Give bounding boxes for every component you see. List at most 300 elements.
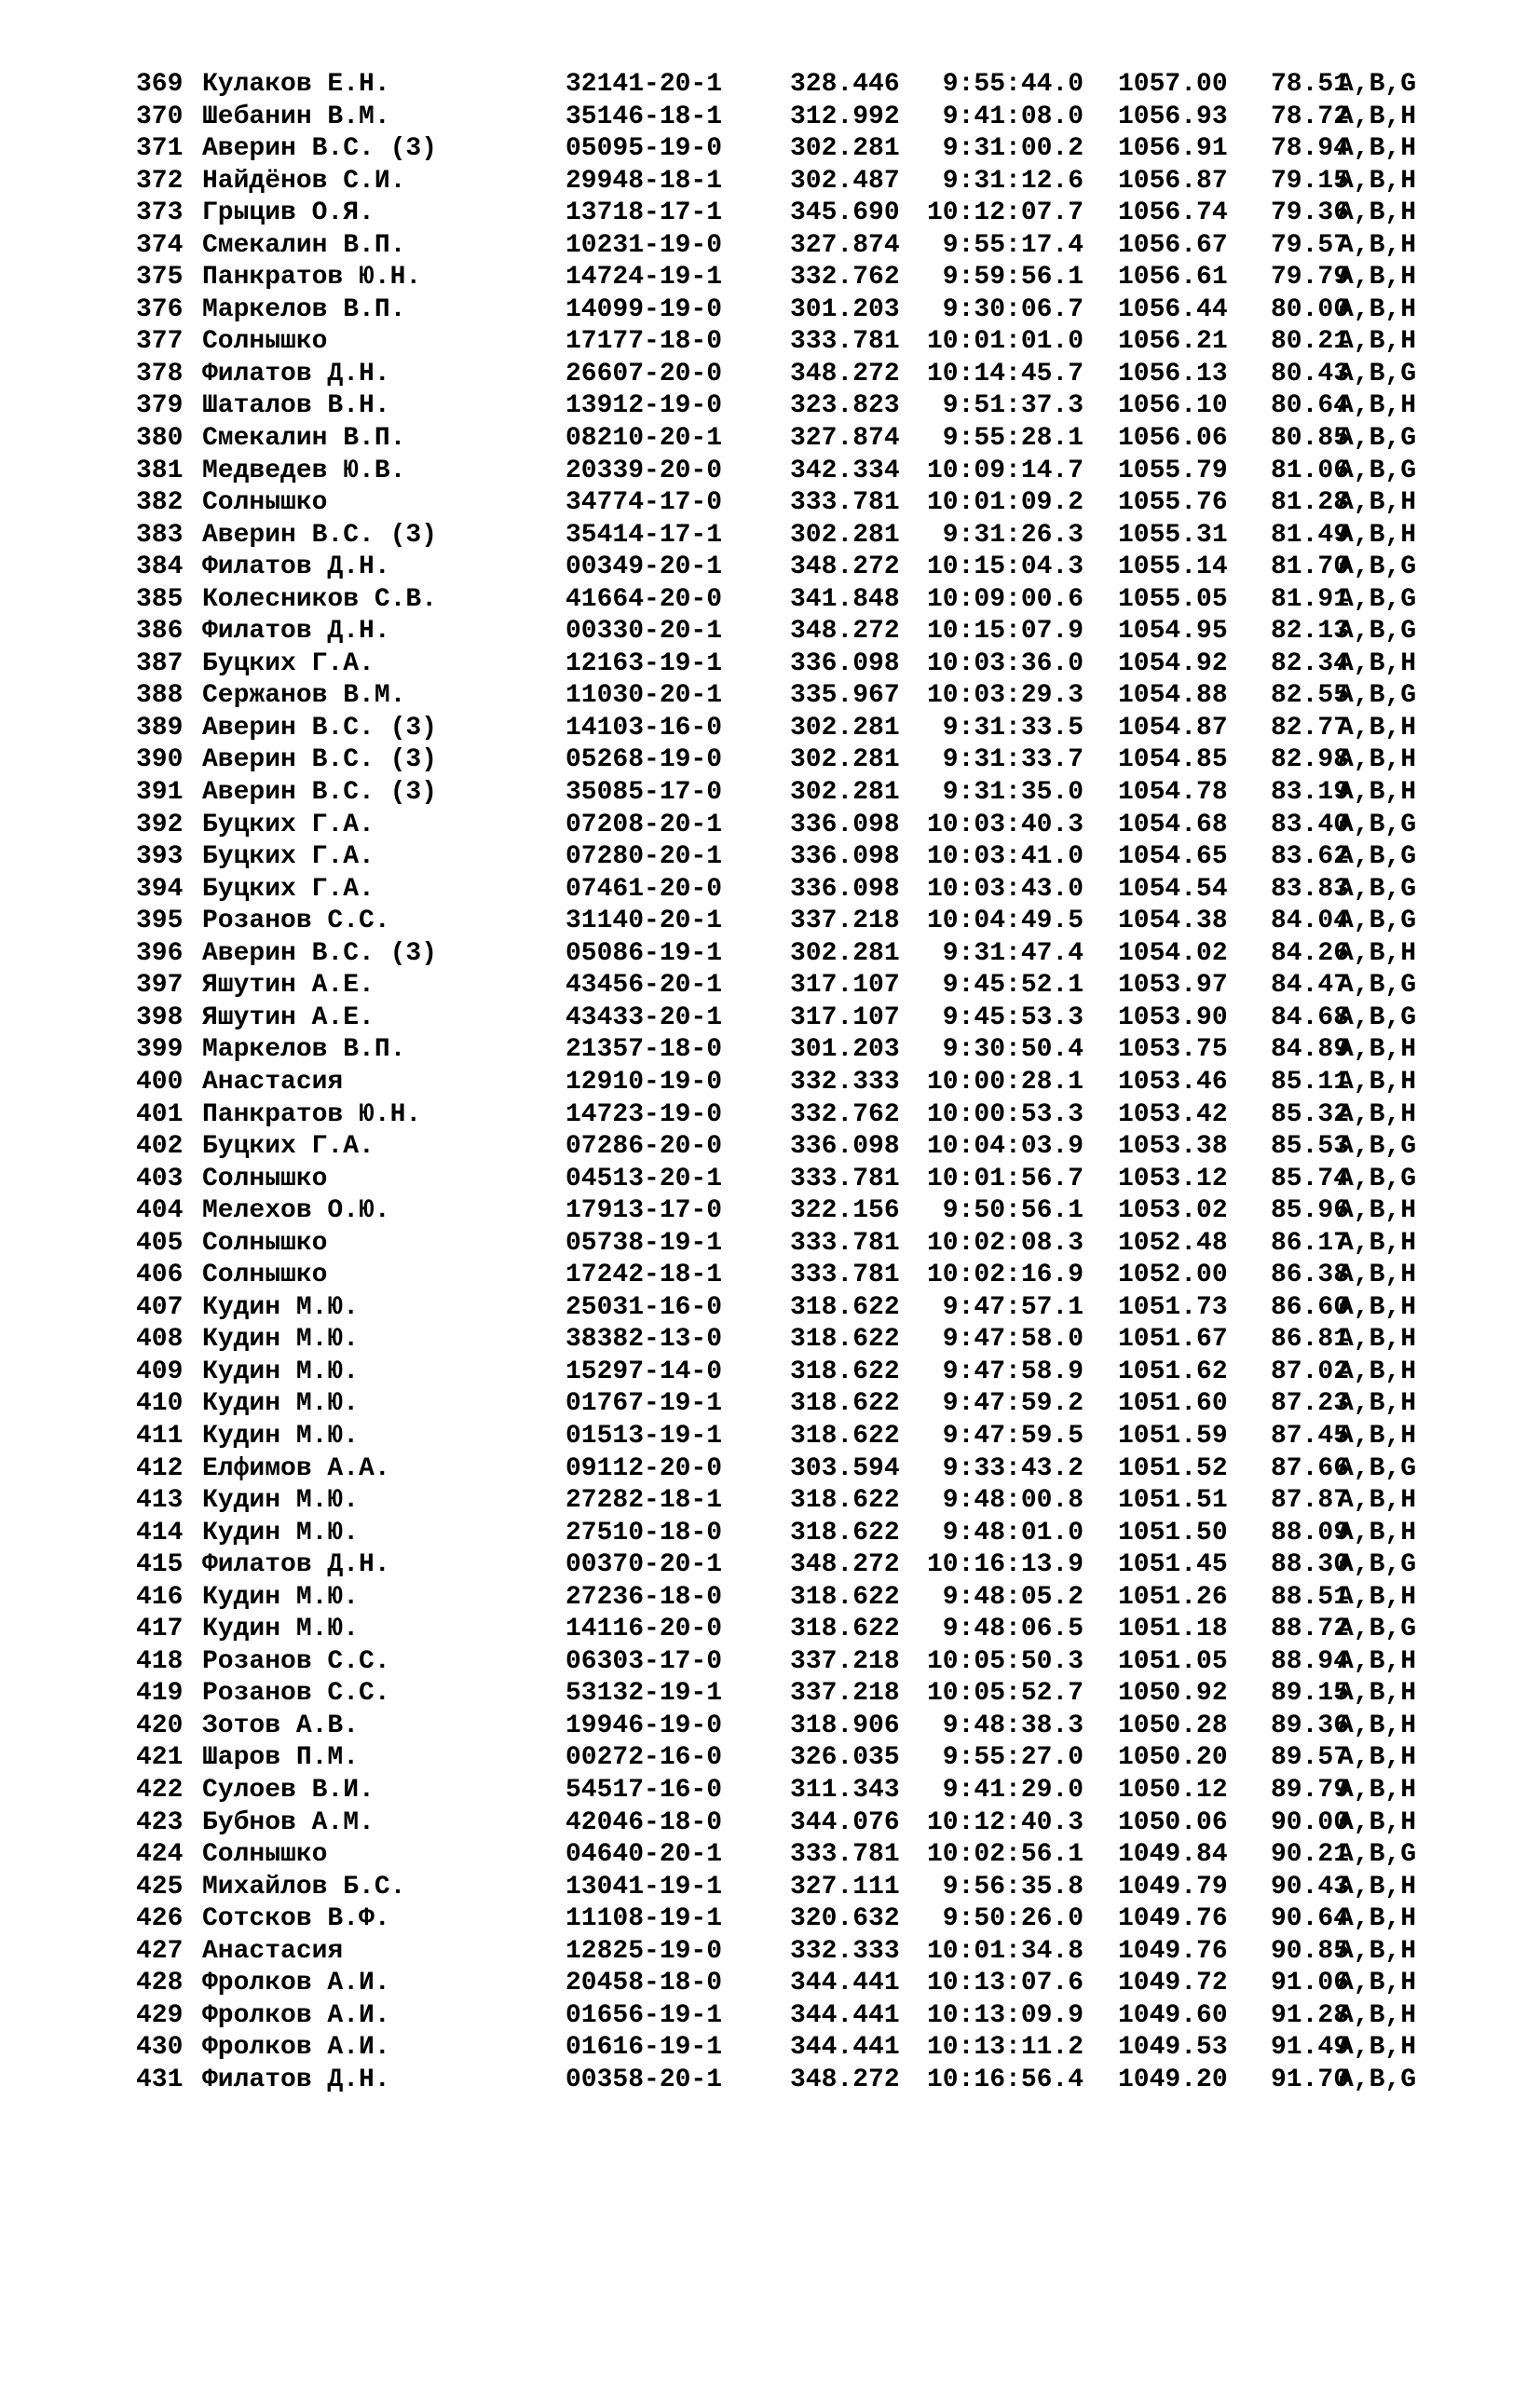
distance-cell: 322.156 bbox=[790, 1196, 900, 1226]
distance-cell: 333.781 bbox=[790, 488, 900, 518]
distance-cell: 341.848 bbox=[790, 584, 900, 614]
coefficient-cell: 90.64 bbox=[1271, 1904, 1350, 1934]
name-cell: Кудин М.Ю. bbox=[202, 1292, 360, 1322]
distance-cell: 318.622 bbox=[790, 1292, 900, 1322]
category-cell: A,B,G bbox=[1338, 1550, 1417, 1580]
distance-cell: 318.622 bbox=[790, 1325, 900, 1355]
table-row bbox=[136, 810, 1417, 842]
time-cell: 9:45:53.3 bbox=[927, 1002, 1084, 1032]
ring-cell: 41664-20-0 bbox=[566, 584, 723, 614]
ring-cell: 00349-20-1 bbox=[566, 552, 723, 582]
table-row bbox=[136, 230, 1417, 263]
coefficient-cell: 86.38 bbox=[1271, 1261, 1350, 1290]
time-cell: 9:31:33.5 bbox=[927, 713, 1084, 743]
distance-cell: 344.441 bbox=[790, 2033, 900, 2063]
place-cell: 403 bbox=[136, 1164, 184, 1193]
ring-cell: 00370-20-1 bbox=[566, 1550, 723, 1580]
coefficient-cell: 82.77 bbox=[1271, 713, 1350, 743]
category-cell: A,B,G bbox=[1338, 810, 1417, 839]
time-cell: 10:00:53.3 bbox=[927, 1099, 1084, 1129]
ring-cell: 35085-17-0 bbox=[566, 778, 723, 808]
name-cell: Кудин М.Ю. bbox=[202, 1486, 360, 1516]
distance-cell: 303.594 bbox=[790, 1453, 900, 1483]
name-cell: Филатов Д.Н. bbox=[202, 1550, 390, 1580]
ring-cell: 19946-19-0 bbox=[566, 1711, 723, 1740]
coefficient-cell: 87.23 bbox=[1271, 1389, 1350, 1419]
place-cell: 398 bbox=[136, 1002, 184, 1032]
ring-cell: 12163-19-1 bbox=[566, 648, 723, 678]
speed-cell: 1049.79 bbox=[1118, 1872, 1228, 1902]
table-row bbox=[136, 69, 1417, 102]
speed-cell: 1056.44 bbox=[1118, 294, 1228, 324]
ring-cell: 31140-20-1 bbox=[566, 907, 723, 936]
time-cell: 9:47:59.5 bbox=[927, 1421, 1084, 1451]
distance-cell: 302.281 bbox=[790, 713, 900, 743]
coefficient-cell: 79.15 bbox=[1271, 166, 1350, 196]
time-cell: 9:31:00.2 bbox=[927, 134, 1084, 164]
coefficient-cell: 83.62 bbox=[1271, 842, 1350, 872]
distance-cell: 311.343 bbox=[790, 1775, 900, 1805]
time-cell: 10:16:13.9 bbox=[927, 1550, 1084, 1580]
speed-cell: 1051.26 bbox=[1118, 1582, 1228, 1612]
place-cell: 389 bbox=[136, 713, 184, 743]
speed-cell: 1053.12 bbox=[1118, 1164, 1228, 1193]
distance-cell: 337.218 bbox=[790, 907, 900, 936]
place-cell: 427 bbox=[136, 1936, 184, 1966]
table-row bbox=[136, 1742, 1417, 1775]
ring-cell: 05095-19-0 bbox=[566, 134, 723, 164]
coefficient-cell: 80.64 bbox=[1271, 391, 1350, 421]
category-cell: A,B,H bbox=[1338, 2000, 1417, 2030]
speed-cell: 1056.61 bbox=[1118, 263, 1228, 293]
table-row bbox=[136, 1903, 1417, 1936]
distance-cell: 318.622 bbox=[790, 1421, 900, 1451]
speed-cell: 1054.78 bbox=[1118, 778, 1228, 808]
table-row bbox=[136, 1357, 1417, 1389]
category-cell: A,B,G bbox=[1338, 617, 1417, 647]
name-cell: Шаров П.М. bbox=[202, 1743, 360, 1773]
category-cell: A,B,H bbox=[1338, 1711, 1417, 1740]
speed-cell: 1057.00 bbox=[1118, 70, 1228, 99]
ring-cell: 14724-19-1 bbox=[566, 263, 723, 293]
coefficient-cell: 91.70 bbox=[1271, 2065, 1350, 2094]
category-cell: A,B,H bbox=[1338, 648, 1417, 678]
place-cell: 391 bbox=[136, 778, 184, 808]
coefficient-cell: 79.79 bbox=[1271, 263, 1350, 293]
name-cell: Солнышко bbox=[202, 1164, 328, 1193]
place-cell: 409 bbox=[136, 1357, 184, 1386]
coefficient-cell: 87.87 bbox=[1271, 1486, 1350, 1516]
coefficient-cell: 82.55 bbox=[1271, 681, 1350, 711]
coefficient-cell: 78.51 bbox=[1271, 70, 1350, 99]
place-cell: 424 bbox=[136, 1840, 184, 1870]
table-row bbox=[136, 713, 1417, 745]
speed-cell: 1049.76 bbox=[1118, 1904, 1228, 1934]
time-cell: 9:48:38.3 bbox=[927, 1711, 1084, 1740]
speed-cell: 1049.72 bbox=[1118, 1969, 1228, 1998]
place-cell: 390 bbox=[136, 745, 184, 775]
table-row bbox=[136, 1421, 1417, 1453]
name-cell: Фролков А.И. bbox=[202, 2000, 390, 2030]
speed-cell: 1056.13 bbox=[1118, 359, 1228, 389]
name-cell: Буцких Г.А. bbox=[202, 648, 375, 678]
distance-cell: 333.781 bbox=[790, 1840, 900, 1870]
ring-cell: 53132-19-1 bbox=[566, 1679, 723, 1709]
table-row bbox=[136, 906, 1417, 938]
place-cell: 429 bbox=[136, 2000, 184, 2030]
category-cell: A,B,H bbox=[1338, 713, 1417, 743]
place-cell: 381 bbox=[136, 456, 184, 485]
speed-cell: 1051.50 bbox=[1118, 1518, 1228, 1547]
category-cell: A,B,H bbox=[1338, 134, 1417, 164]
category-cell: A,B,G bbox=[1338, 1132, 1417, 1162]
coefficient-cell: 85.74 bbox=[1271, 1164, 1350, 1193]
name-cell: Кудин М.Ю. bbox=[202, 1582, 360, 1612]
coefficient-cell: 78.72 bbox=[1271, 102, 1350, 131]
speed-cell: 1056.87 bbox=[1118, 166, 1228, 196]
speed-cell: 1054.38 bbox=[1118, 907, 1228, 936]
table-row bbox=[136, 390, 1417, 423]
coefficient-cell: 88.72 bbox=[1271, 1615, 1350, 1644]
coefficient-cell: 85.96 bbox=[1271, 1196, 1350, 1226]
place-cell: 382 bbox=[136, 488, 184, 518]
time-cell: 10:02:56.1 bbox=[927, 1840, 1084, 1870]
distance-cell: 342.334 bbox=[790, 456, 900, 485]
speed-cell: 1052.48 bbox=[1118, 1228, 1228, 1258]
distance-cell: 318.622 bbox=[790, 1486, 900, 1516]
coefficient-cell: 78.94 bbox=[1271, 134, 1350, 164]
category-cell: A,B,H bbox=[1338, 1518, 1417, 1547]
category-cell: A,B,H bbox=[1338, 1582, 1417, 1612]
distance-cell: 348.272 bbox=[790, 552, 900, 582]
speed-cell: 1051.45 bbox=[1118, 1550, 1228, 1580]
speed-cell: 1054.68 bbox=[1118, 810, 1228, 839]
speed-cell: 1051.05 bbox=[1118, 1646, 1228, 1676]
time-cell: 9:31:12.6 bbox=[927, 166, 1084, 196]
ring-cell: 07461-20-0 bbox=[566, 874, 723, 904]
speed-cell: 1051.60 bbox=[1118, 1389, 1228, 1419]
category-cell: A,B,H bbox=[1338, 938, 1417, 968]
ring-cell: 14116-20-0 bbox=[566, 1615, 723, 1644]
category-cell: A,B,G bbox=[1338, 456, 1417, 485]
coefficient-cell: 86.60 bbox=[1271, 1292, 1350, 1322]
speed-cell: 1051.18 bbox=[1118, 1615, 1228, 1644]
place-cell: 419 bbox=[136, 1679, 184, 1709]
table-row bbox=[136, 1034, 1417, 1067]
category-cell: A,B,H bbox=[1338, 1486, 1417, 1516]
time-cell: 9:31:33.7 bbox=[927, 745, 1084, 775]
table-row bbox=[136, 616, 1417, 648]
ring-cell: 34774-17-0 bbox=[566, 488, 723, 518]
table-row bbox=[136, 1067, 1417, 1099]
speed-cell: 1054.87 bbox=[1118, 713, 1228, 743]
table-row bbox=[136, 2000, 1417, 2033]
place-cell: 395 bbox=[136, 907, 184, 936]
place-cell: 405 bbox=[136, 1228, 184, 1258]
time-cell: 10:09:00.6 bbox=[927, 584, 1084, 614]
place-cell: 412 bbox=[136, 1453, 184, 1483]
table-row bbox=[136, 648, 1417, 681]
category-cell: A,B,H bbox=[1338, 1196, 1417, 1226]
place-cell: 376 bbox=[136, 294, 184, 324]
time-cell: 10:03:40.3 bbox=[927, 810, 1084, 839]
name-cell: Филатов Д.Н. bbox=[202, 552, 390, 582]
place-cell: 380 bbox=[136, 424, 184, 454]
table-row bbox=[136, 680, 1417, 713]
category-cell: A,B,H bbox=[1338, 263, 1417, 293]
place-cell: 378 bbox=[136, 359, 184, 389]
table-row bbox=[136, 2032, 1417, 2065]
place-cell: 372 bbox=[136, 166, 184, 196]
category-cell: A,B,G bbox=[1338, 552, 1417, 582]
coefficient-cell: 84.26 bbox=[1271, 938, 1350, 968]
category-cell: A,B,G bbox=[1338, 971, 1417, 1001]
coefficient-cell: 88.51 bbox=[1271, 1582, 1350, 1612]
name-cell: Зотов А.В. bbox=[202, 1711, 360, 1740]
category-cell: A,B,H bbox=[1338, 294, 1417, 324]
place-cell: 399 bbox=[136, 1035, 184, 1065]
speed-cell: 1053.42 bbox=[1118, 1099, 1228, 1129]
distance-cell: 333.781 bbox=[790, 1164, 900, 1193]
category-cell: A,B,G bbox=[1338, 1002, 1417, 1032]
category-cell: A,B,H bbox=[1338, 1035, 1417, 1065]
name-cell: Панкратов Ю.Н. bbox=[202, 263, 422, 293]
ring-cell: 27510-18-0 bbox=[566, 1518, 723, 1547]
ring-cell: 13041-19-1 bbox=[566, 1872, 723, 1902]
time-cell: 10:05:52.7 bbox=[927, 1679, 1084, 1709]
place-cell: 385 bbox=[136, 584, 184, 614]
table-row bbox=[136, 1485, 1417, 1518]
category-cell: A,B,H bbox=[1338, 488, 1417, 518]
speed-cell: 1051.59 bbox=[1118, 1421, 1228, 1451]
time-cell: 9:55:17.4 bbox=[927, 230, 1084, 260]
coefficient-cell: 91.49 bbox=[1271, 2033, 1350, 2063]
category-cell: A,B,G bbox=[1338, 424, 1417, 454]
name-cell: Михайлов Б.С. bbox=[202, 1872, 406, 1902]
distance-cell: 302.281 bbox=[790, 745, 900, 775]
table-row bbox=[136, 1324, 1417, 1357]
coefficient-cell: 80.43 bbox=[1271, 359, 1350, 389]
name-cell: Буцких Г.А. bbox=[202, 842, 375, 872]
name-cell: Яшутин А.Е. bbox=[202, 1002, 375, 1032]
distance-cell: 332.333 bbox=[790, 1067, 900, 1097]
place-cell: 408 bbox=[136, 1325, 184, 1355]
table-row bbox=[136, 1228, 1417, 1261]
place-cell: 410 bbox=[136, 1389, 184, 1419]
category-cell: A,B,H bbox=[1338, 1679, 1417, 1709]
distance-cell: 312.992 bbox=[790, 102, 900, 131]
speed-cell: 1049.76 bbox=[1118, 1936, 1228, 1966]
speed-cell: 1050.92 bbox=[1118, 1679, 1228, 1709]
name-cell: Аверин В.С. (3) bbox=[202, 938, 438, 968]
speed-cell: 1055.79 bbox=[1118, 456, 1228, 485]
distance-cell: 333.781 bbox=[790, 327, 900, 357]
distance-cell: 328.446 bbox=[790, 70, 900, 99]
coefficient-cell: 81.28 bbox=[1271, 488, 1350, 518]
speed-cell: 1051.62 bbox=[1118, 1357, 1228, 1386]
ring-cell: 05738-19-1 bbox=[566, 1228, 723, 1258]
name-cell: Филатов Д.Н. bbox=[202, 359, 390, 389]
category-cell: A,B,H bbox=[1338, 1389, 1417, 1419]
category-cell: A,B,H bbox=[1338, 102, 1417, 131]
category-cell: A,B,H bbox=[1338, 198, 1417, 228]
distance-cell: 318.622 bbox=[790, 1518, 900, 1547]
category-cell: A,B,H bbox=[1338, 1646, 1417, 1676]
time-cell: 10:00:28.1 bbox=[927, 1067, 1084, 1097]
ring-cell: 26607-20-0 bbox=[566, 359, 723, 389]
category-cell: A,B,G bbox=[1338, 1615, 1417, 1644]
category-cell: A,B,H bbox=[1338, 1421, 1417, 1451]
table-row bbox=[136, 584, 1417, 617]
category-cell: A,B,H bbox=[1338, 391, 1417, 421]
category-cell: A,B,H bbox=[1338, 1325, 1417, 1355]
name-cell: Кудин М.Ю. bbox=[202, 1421, 360, 1451]
name-cell: Сержанов В.М. bbox=[202, 681, 406, 711]
place-cell: 426 bbox=[136, 1904, 184, 1934]
ring-cell: 01616-19-1 bbox=[566, 2033, 723, 2063]
distance-cell: 302.281 bbox=[790, 520, 900, 550]
ring-cell: 17913-17-0 bbox=[566, 1196, 723, 1226]
name-cell: Колесников С.В. bbox=[202, 584, 438, 614]
category-cell: A,B,H bbox=[1338, 745, 1417, 775]
speed-cell: 1050.20 bbox=[1118, 1743, 1228, 1773]
place-cell: 430 bbox=[136, 2033, 184, 2063]
place-cell: 369 bbox=[136, 70, 184, 99]
distance-cell: 318.622 bbox=[790, 1389, 900, 1419]
place-cell: 415 bbox=[136, 1550, 184, 1580]
time-cell: 9:45:52.1 bbox=[927, 971, 1084, 1001]
time-cell: 9:31:35.0 bbox=[927, 778, 1084, 808]
coefficient-cell: 84.68 bbox=[1271, 1002, 1350, 1032]
coefficient-cell: 84.89 bbox=[1271, 1035, 1350, 1065]
ring-cell: 12910-19-0 bbox=[566, 1067, 723, 1097]
time-cell: 9:47:58.0 bbox=[927, 1325, 1084, 1355]
distance-cell: 332.762 bbox=[790, 263, 900, 293]
name-cell: Розанов С.С. bbox=[202, 1646, 390, 1676]
ring-cell: 17177-18-0 bbox=[566, 327, 723, 357]
time-cell: 9:48:01.0 bbox=[927, 1518, 1084, 1547]
ring-cell: 11030-20-1 bbox=[566, 681, 723, 711]
table-row bbox=[136, 198, 1417, 230]
coefficient-cell: 89.15 bbox=[1271, 1679, 1350, 1709]
speed-cell: 1053.38 bbox=[1118, 1132, 1228, 1162]
table-row bbox=[136, 2065, 1417, 2097]
coefficient-cell: 86.81 bbox=[1271, 1325, 1350, 1355]
speed-cell: 1051.52 bbox=[1118, 1453, 1228, 1483]
ring-cell: 09112-20-0 bbox=[566, 1453, 723, 1483]
ring-cell: 27282-18-1 bbox=[566, 1486, 723, 1516]
name-cell: Сотсков В.Ф. bbox=[202, 1904, 390, 1934]
name-cell: Аверин В.С. (3) bbox=[202, 134, 438, 164]
name-cell: Сулоев В.И. bbox=[202, 1775, 375, 1805]
distance-cell: 336.098 bbox=[790, 1132, 900, 1162]
distance-cell: 302.281 bbox=[790, 938, 900, 968]
name-cell: Мелехов О.Ю. bbox=[202, 1196, 390, 1226]
name-cell: Анастасия bbox=[202, 1067, 344, 1097]
time-cell: 9:56:35.8 bbox=[927, 1872, 1084, 1902]
name-cell: Аверин В.С. (3) bbox=[202, 520, 438, 550]
category-cell: A,B,H bbox=[1338, 1775, 1417, 1805]
distance-cell: 336.098 bbox=[790, 648, 900, 678]
speed-cell: 1054.54 bbox=[1118, 874, 1228, 904]
ring-cell: 25031-16-0 bbox=[566, 1292, 723, 1322]
ring-cell: 07280-20-1 bbox=[566, 842, 723, 872]
speed-cell: 1055.31 bbox=[1118, 520, 1228, 550]
coefficient-cell: 81.91 bbox=[1271, 584, 1350, 614]
name-cell: Фролков А.И. bbox=[202, 2033, 390, 2063]
table-row bbox=[136, 1518, 1417, 1550]
ring-cell: 01656-19-1 bbox=[566, 2000, 723, 2030]
ring-cell: 13912-19-0 bbox=[566, 391, 723, 421]
distance-cell: 302.281 bbox=[790, 134, 900, 164]
category-cell: A,B,H bbox=[1338, 1228, 1417, 1258]
category-cell: A,B,G bbox=[1338, 842, 1417, 872]
table-row bbox=[136, 359, 1417, 391]
distance-cell: 320.632 bbox=[790, 1904, 900, 1934]
ring-cell: 20339-20-0 bbox=[566, 456, 723, 485]
time-cell: 9:47:58.9 bbox=[927, 1357, 1084, 1386]
name-cell: Бубнов А.М. bbox=[202, 1807, 375, 1837]
category-cell: A,B,H bbox=[1338, 327, 1417, 357]
table-row bbox=[136, 456, 1417, 488]
table-row bbox=[136, 1807, 1417, 1840]
coefficient-cell: 81.70 bbox=[1271, 552, 1350, 582]
speed-cell: 1049.53 bbox=[1118, 2033, 1228, 2063]
name-cell: Кудин М.Ю. bbox=[202, 1357, 360, 1386]
table-row bbox=[136, 1614, 1417, 1646]
name-cell: Солнышко bbox=[202, 1840, 328, 1870]
speed-cell: 1055.05 bbox=[1118, 584, 1228, 614]
category-cell: A,B,G bbox=[1338, 359, 1417, 389]
category-cell: A,B,H bbox=[1338, 1292, 1417, 1322]
name-cell: Буцких Г.А. bbox=[202, 810, 375, 839]
coefficient-cell: 85.53 bbox=[1271, 1132, 1350, 1162]
category-cell: A,B,G bbox=[1338, 1453, 1417, 1483]
table-row bbox=[136, 1002, 1417, 1035]
time-cell: 10:13:11.2 bbox=[927, 2033, 1084, 2063]
time-cell: 9:48:05.2 bbox=[927, 1582, 1084, 1612]
ring-cell: 15297-14-0 bbox=[566, 1357, 723, 1386]
ring-cell: 14099-19-0 bbox=[566, 294, 723, 324]
coefficient-cell: 82.34 bbox=[1271, 648, 1350, 678]
coefficient-cell: 81.06 bbox=[1271, 456, 1350, 485]
name-cell: Кудин М.Ю. bbox=[202, 1389, 360, 1419]
place-cell: 386 bbox=[136, 617, 184, 647]
ring-cell: 07208-20-1 bbox=[566, 810, 723, 839]
name-cell: Солнышко bbox=[202, 1228, 328, 1258]
place-cell: 383 bbox=[136, 520, 184, 550]
name-cell: Розанов С.С. bbox=[202, 1679, 390, 1709]
time-cell: 10:05:50.3 bbox=[927, 1646, 1084, 1676]
table-row bbox=[136, 1711, 1417, 1743]
speed-cell: 1050.12 bbox=[1118, 1775, 1228, 1805]
time-cell: 10:04:49.5 bbox=[927, 907, 1084, 936]
time-cell: 10:13:09.9 bbox=[927, 2000, 1084, 2030]
time-cell: 9:59:56.1 bbox=[927, 263, 1084, 293]
place-cell: 406 bbox=[136, 1261, 184, 1290]
category-cell: A,B,G bbox=[1338, 874, 1417, 904]
name-cell: Розанов С.С. bbox=[202, 907, 390, 936]
table-row bbox=[136, 1872, 1417, 1904]
time-cell: 10:03:36.0 bbox=[927, 648, 1084, 678]
coefficient-cell: 82.13 bbox=[1271, 617, 1350, 647]
table-row bbox=[136, 1164, 1417, 1196]
place-cell: 414 bbox=[136, 1518, 184, 1547]
coefficient-cell: 87.02 bbox=[1271, 1357, 1350, 1386]
distance-cell: 318.622 bbox=[790, 1582, 900, 1612]
place-cell: 418 bbox=[136, 1646, 184, 1676]
speed-cell: 1056.91 bbox=[1118, 134, 1228, 164]
